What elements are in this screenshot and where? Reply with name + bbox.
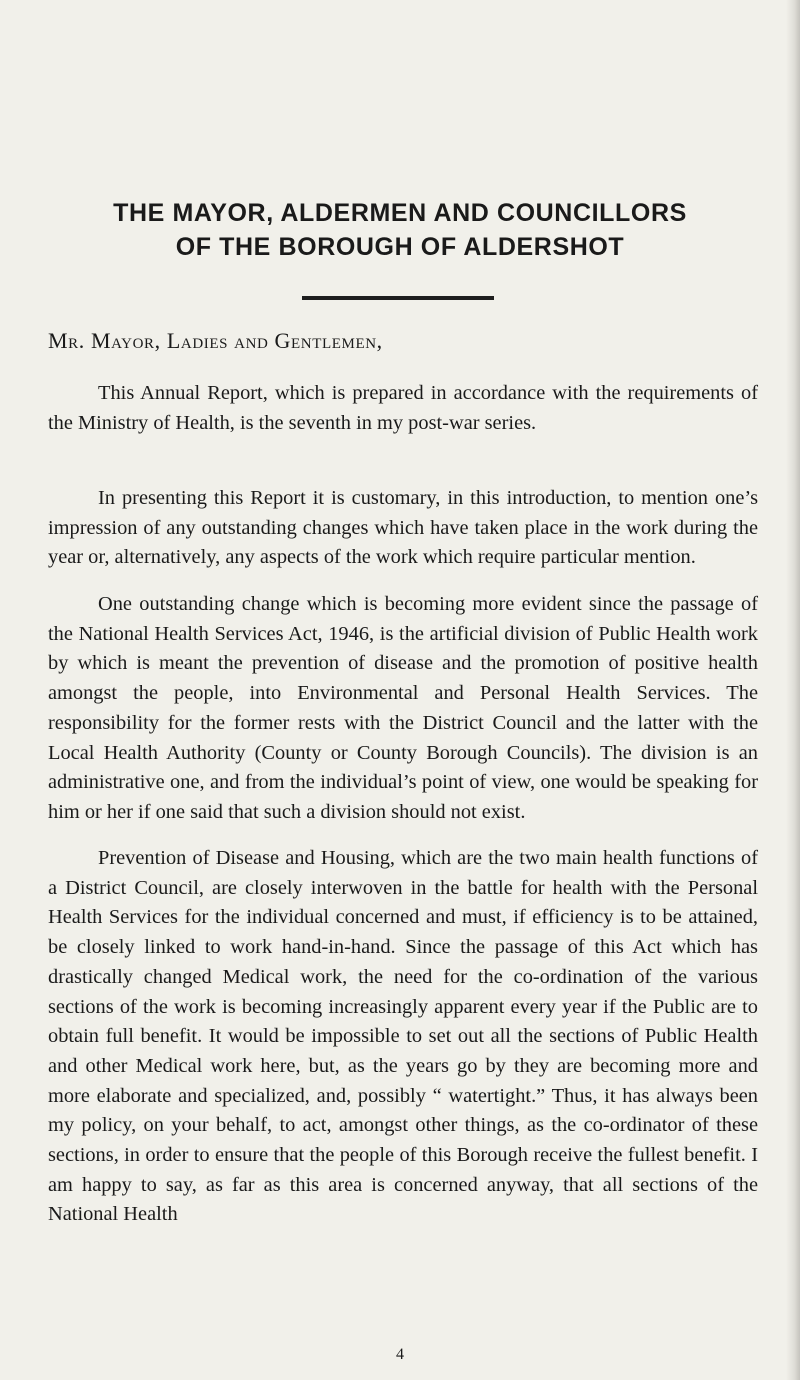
paragraph-3: One outstanding change which is becoming more evident since the passage of the National Health Services Act, 1946, is the artificial division of Public Health work by which is meant the prevention of disease and the promotion of positive health amongst the people, into Environmental and Personal Health Services. The responsibility for the former rests with the District Council and the latter with the Local Health Authority (County or County Borough Councils). The division is an administrative one, and from the individual’s point of view, one would be speaking for him or her if one said that such a division should not exist. xyxy=(48,593,758,823)
heading-divider xyxy=(302,296,494,300)
page-edge-shadow xyxy=(786,0,800,1380)
document-heading-line-2: OF THE BOROUGH OF ALDERSHOT xyxy=(175,233,625,261)
salutation: Mr. Mayor, Ladies and Gentlemen, xyxy=(48,328,383,353)
page-number: 4 xyxy=(396,1346,404,1363)
document-heading-line-1: THE MAYOR, ALDERMEN AND COUNCILLORS xyxy=(113,199,687,227)
paragraph-4: Prevention of Disease and Housing, which are the two main health functions of a District Council, are closely interwoven in the battle for health with the Personal Health Services for the individual concerned and must, if efficiency is to be attained, be closely linked to work hand-in-hand. Since the passage of this Act which has drastically changed Medical work, the need for the co-ordination of the various sections of the work is becoming increasingly apparent every year if the Public are to obtain full benefit. It would be impossible to set out all the sections of Public Health and other Medical work here, but, as the years go by they are becoming more and more elaborate and specialized, and, possibly “ watertight.” Thus, it has always been my policy, on your behalf, to act, amongst other things, as the co-ordinator of these sections, in order to ensure that the people of this Borough receive the fullest benefit. I am happy to say, as far as this area is concerned anyway, that all sections of the National Health xyxy=(48,847,758,1226)
paragraph-2: In presenting this Report it is customary, in this introduction, to mention one’s impression of any outstanding changes which have taken place in the work during the year or, alternatively, any aspects of the work which require particular mention. xyxy=(48,487,758,569)
paragraph-1: This Annual Report, which is prepared in accordance with the requirements of the Ministry of Health, is the seventh in my post-war series. xyxy=(48,382,758,434)
